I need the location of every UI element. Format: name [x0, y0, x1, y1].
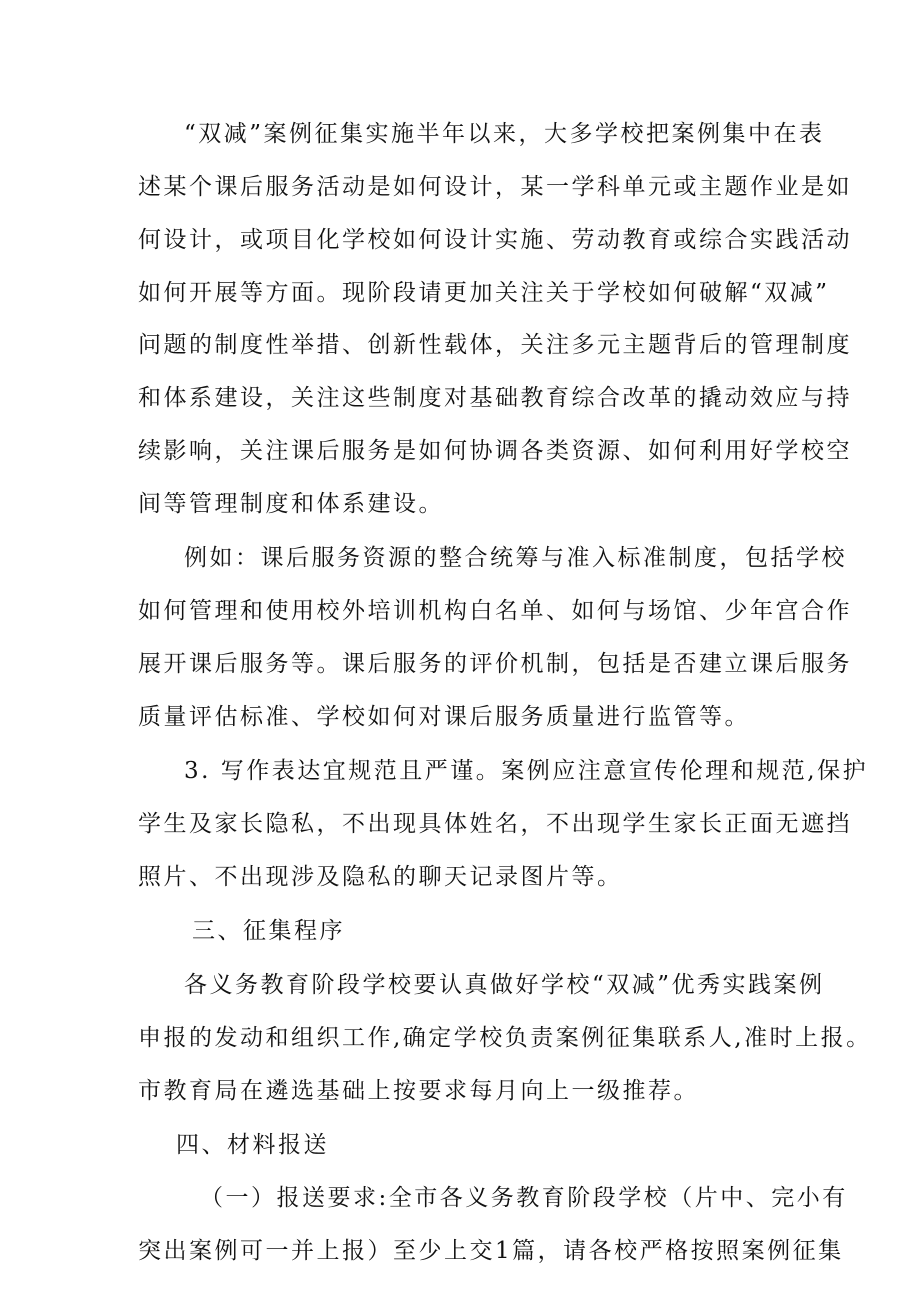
paragraph-2-line-4: 质量评估标准、学校如何对课后服务质量进行监管等。 — [138, 704, 750, 730]
paragraph-1-line-3: 何设计，或项目化学校如何设计实施、劳动教育或综合实践活动 — [138, 227, 852, 253]
paragraph-3-line-2: 学生及家长隐私，不出现具体姓名，不出现学生家长正面无遮挡 — [138, 811, 852, 837]
paragraph-5-line-2: 突出案例可一并上报）至少上交1篇，请各校严格按照案例征集 — [138, 1238, 844, 1264]
paragraph-2-line-2: 如何管理和使用校外培训机构白名单、如何与场馆、少年宫合作 — [138, 598, 852, 624]
paragraph-4-line-2: 申报的发动和组织工作,确定学校负责案例征集联系人,准时上报。 — [138, 1025, 872, 1051]
paragraph-1-line-8: 间等管理制度和体系建设。 — [138, 491, 444, 517]
paragraph-3-line-1: 3. 写作表达宜规范且严谨。案例应注意宣传伦理和规范,保护 — [184, 758, 869, 784]
paragraph-3-line-3: 照片、不出现涉及隐私的聊天记录图片等。 — [138, 864, 623, 890]
section-heading-procedure: 三、征集程序 — [192, 918, 345, 944]
paragraph-4-line-3: 市教育局在遴选基础上按要求每月向上一级推荐。 — [138, 1078, 699, 1104]
section-heading-submission: 四、材料报送 — [176, 1132, 329, 1158]
paragraph-5-line-1: （一）报送要求:全市各义务教育阶段学校（片中、完小有 — [200, 1185, 848, 1211]
paragraph-1-line-4: 如何开展等方面。现阶段请更加关注关于学校如何破解“双减” — [138, 280, 830, 306]
paragraph-2-line-1: 例如：课后服务资源的整合统筹与准入标准制度，包括学校 — [184, 545, 847, 571]
paragraph-1-line-7: 续影响，关注课后服务是如何协调各类资源、如何利用好学校空 — [138, 438, 852, 464]
paragraph-2-line-3: 展开课后服务等。课后服务的评价机制，包括是否建立课后服务 — [138, 651, 852, 677]
paragraph-1-line-6: 和体系建设，关注这些制度对基础教育综合改革的撬动效应与持 — [138, 385, 852, 411]
paragraph-1-line-2: 述某个课后服务活动是如何设计，某一学科单元或主题作业是如 — [138, 174, 852, 200]
paragraph-1-line-5: 问题的制度性举措、创新性载体，关注多元主题背后的管理制度 — [138, 332, 852, 358]
paragraph-1-line-1: “双减”案例征集实施半年以来，大多学校把案例集中在表 — [184, 121, 825, 147]
paragraph-4-line-1: 各义务教育阶段学校要认真做好学校“双减”优秀实践案例 — [184, 972, 825, 998]
